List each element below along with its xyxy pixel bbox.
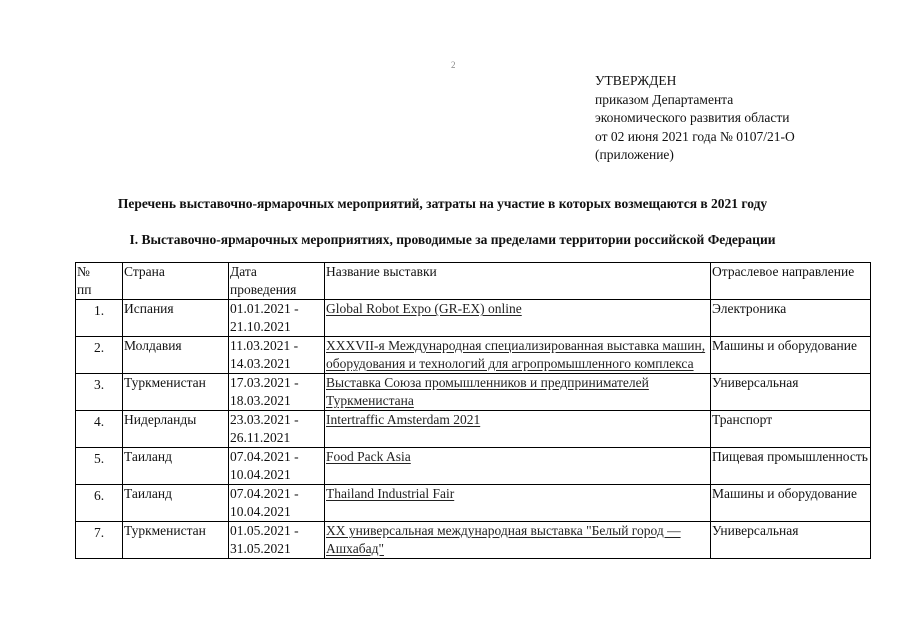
- row-exhibition: [325, 300, 711, 337]
- table-row: [76, 374, 871, 411]
- approval-line: от 02 июня 2021 года № 0107/21-О: [595, 128, 795, 144]
- row-number: 2.: [76, 337, 123, 374]
- header-country: Страна: [123, 263, 229, 300]
- exhibition-link[interactable]: Thailand Industrial Fair: [326, 486, 455, 501]
- row-date-to: 10.04.2021: [230, 467, 291, 482]
- row-number: 3.: [76, 374, 123, 411]
- exhibition-link[interactable]: XXXVII-я Международная специализированная выставка машин, оборудования и технологий для агропромышленного комплекса: [326, 338, 706, 371]
- exhibition-link[interactable]: Global Robot Expo (GR-EX) online: [326, 301, 522, 316]
- header-date: Дата проведения: [229, 263, 325, 300]
- row-dates: [229, 374, 325, 411]
- row-dates: [229, 300, 325, 337]
- approval-stamp: [595, 72, 795, 165]
- row-date-to: 10.04.2021: [230, 504, 291, 519]
- row-date-to: 21.10.2021: [230, 319, 291, 334]
- header-sector: Отраслевое направление: [711, 263, 871, 300]
- approval-line: экономического развития области: [595, 110, 790, 125]
- row-number: 5.: [76, 448, 123, 485]
- row-date-from: 07.04.2021 -: [230, 449, 299, 464]
- row-exhibition: [325, 337, 711, 374]
- row-date-from: 07.04.2021 -: [230, 486, 299, 501]
- header-name: Название выставки: [325, 263, 711, 300]
- row-sector: Машины и оборудование: [711, 485, 871, 522]
- row-date-to: 18.03.2021: [230, 393, 291, 408]
- row-sector: Универсальная: [711, 522, 871, 559]
- row-date-from: 23.03.2021 -: [230, 412, 299, 427]
- page-number: 2: [451, 60, 456, 70]
- row-country: Таиланд: [123, 448, 229, 485]
- row-country: Испания: [123, 300, 229, 337]
- table-row: [76, 522, 871, 559]
- exhibition-link[interactable]: Intertraffic Amsterdam 2021: [326, 412, 481, 427]
- row-exhibition: [325, 522, 711, 559]
- approval-line: УТВЕРЖДЕН: [595, 73, 677, 88]
- row-country: Нидерланды: [123, 411, 229, 448]
- table-row: [76, 485, 871, 522]
- exhibition-link[interactable]: Выставка Союза промышленников и предпринимателей Туркменистана: [326, 375, 649, 408]
- row-exhibition: [325, 448, 711, 485]
- row-exhibition: [325, 374, 711, 411]
- approval-line: приказом Департамента: [595, 91, 734, 107]
- row-dates: [229, 411, 325, 448]
- row-date-from: 11.03.2021 -: [230, 338, 299, 353]
- row-date-from: 01.01.2021 -: [230, 301, 299, 316]
- row-date-from: 01.05.2021 -: [230, 523, 299, 538]
- approval-line: (приложение): [595, 147, 674, 162]
- row-exhibition: [325, 485, 711, 522]
- table-row: [76, 448, 871, 485]
- row-dates: [229, 448, 325, 485]
- row-sector: Транспорт: [711, 411, 871, 448]
- row-number: 6.: [76, 485, 123, 522]
- row-sector: Машины и оборудование: [711, 337, 871, 374]
- document-title: Перечень выставочно-ярмарочных мероприятий, затраты на участие в которых возмещаются в 2021 году: [117, 196, 768, 211]
- row-number: 7.: [76, 522, 123, 559]
- section-title: I. Выставочно-ярмарочных мероприятиях, проводимые за пределами территории российской Федерации: [129, 232, 776, 247]
- exhibitions-table: [75, 262, 871, 559]
- row-date-from: 17.03.2021 -: [230, 375, 299, 390]
- exhibition-link[interactable]: Food Pack Asia: [326, 449, 411, 464]
- row-date-to: 26.11.2021: [230, 430, 291, 445]
- row-dates: [229, 522, 325, 559]
- row-dates: [229, 485, 325, 522]
- header-number: № пп: [76, 263, 123, 300]
- row-number: 4.: [76, 411, 123, 448]
- row-date-to: 14.03.2021: [230, 356, 291, 371]
- row-date-to: 31.05.2021: [230, 541, 291, 556]
- table-row: [76, 411, 871, 448]
- row-sector: Пищевая промышленность: [711, 448, 871, 485]
- table-row: [76, 300, 871, 337]
- exhibition-link[interactable]: XX универсальная международная выставка "Белый город — Ашхабад": [326, 523, 681, 556]
- row-number: 1.: [76, 300, 123, 337]
- table-header-row: [76, 263, 871, 300]
- row-country: Таиланд: [123, 485, 229, 522]
- row-country: Туркменистан: [123, 374, 229, 411]
- row-sector: Универсальная: [711, 374, 871, 411]
- row-country: Туркменистан: [123, 522, 229, 559]
- row-sector: Электроника: [711, 300, 871, 337]
- table-row: [76, 337, 871, 374]
- row-exhibition: [325, 411, 711, 448]
- row-country: Молдавия: [123, 337, 229, 374]
- row-dates: [229, 337, 325, 374]
